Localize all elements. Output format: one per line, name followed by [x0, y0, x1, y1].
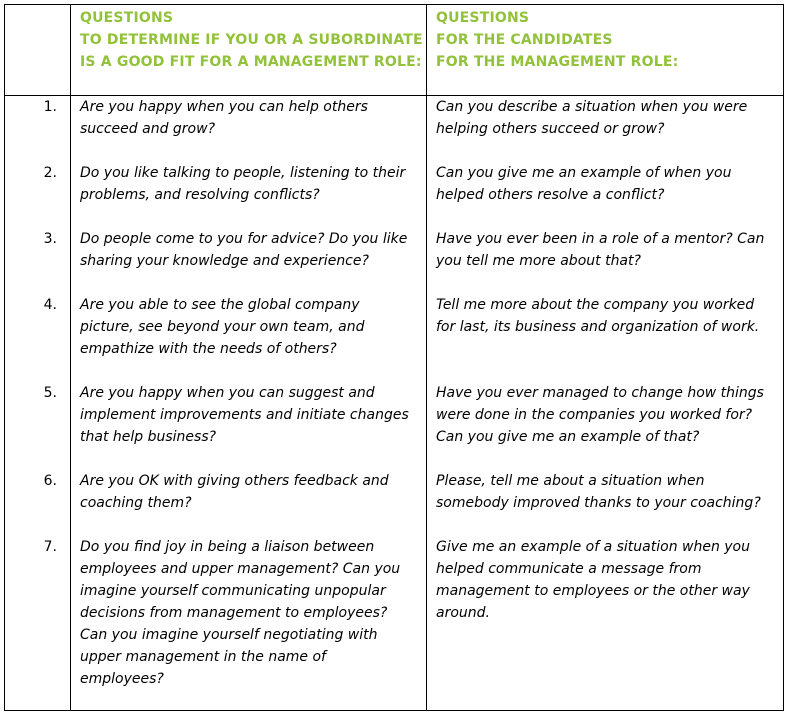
candidate-question-line: helping others succeed or grow?: [436, 121, 665, 137]
self-question-line: sharing your knowledge and experience?: [80, 253, 369, 269]
candidate-question-line: you tell me more about that?: [436, 253, 641, 269]
header-self-line: QUESTIONS: [80, 10, 174, 26]
self-question: [71, 470, 426, 536]
candidate-question: [427, 536, 783, 690]
question-number: 2.: [43, 165, 57, 181]
candidate-question-line: Can you give me an example of when you: [436, 165, 732, 181]
candidate-question-line: Give me an example of a situation when you: [436, 539, 750, 555]
self-question-line: implement improvements and initiate changes: [80, 407, 409, 423]
header-number-cell: [5, 5, 71, 96]
self-question-line: problems, and resolving conflicts?: [80, 187, 320, 203]
header-candidates-cell: [427, 5, 784, 96]
candidate-question-line: Have you ever managed to change how things: [436, 385, 764, 401]
self-question: [71, 228, 426, 294]
self-question-line: empathize with the needs of others?: [80, 341, 337, 357]
candidate-question: [427, 162, 783, 228]
self-question-line: Are you happy when you can help others: [80, 99, 368, 115]
header-self-line: IS A GOOD FIT FOR A MANAGEMENT ROLE:: [80, 54, 422, 70]
candidate-question-line: for last, its business and organization of work.: [436, 319, 760, 335]
self-question: [71, 536, 426, 690]
candidate-question: [427, 96, 783, 162]
self-question: [71, 96, 426, 162]
self-question-line: employees?: [80, 671, 164, 687]
self-question-line: Are you OK with giving others feedback and: [80, 473, 389, 489]
question-number: 6.: [43, 473, 57, 489]
header-self-line: TO DETERMINE IF YOU OR A SUBORDINATE: [80, 32, 423, 48]
header-candidates-line: FOR THE MANAGEMENT ROLE:: [436, 54, 679, 70]
self-question-line: employees and upper management? Can you: [80, 561, 401, 577]
candidate-question-line: Tell me more about the company you worked: [436, 297, 755, 313]
candidate-question-line: around.: [436, 605, 490, 621]
questions-table: [4, 4, 784, 711]
question-number: 3.: [43, 231, 57, 247]
candidate-question-line: Can you describe a situation when you were: [436, 99, 748, 115]
self-question: [71, 294, 426, 382]
self-question-line: imagine yourself communicating unpopular: [80, 583, 386, 599]
candidate-question: [427, 228, 783, 294]
header-self-cell: [71, 5, 427, 96]
candidate-question-line: helped communicate a message from: [436, 561, 702, 577]
header-candidates-line: QUESTIONS: [436, 10, 530, 26]
candidate-question-line: helped others resolve a conflict?: [436, 187, 665, 203]
self-question-line: coaching them?: [80, 495, 192, 511]
question-number: 4.: [43, 297, 57, 313]
self-question-line: Can you imagine yourself negotiating with: [80, 627, 378, 643]
self-question-line: Do you find joy in being a liaison between: [80, 539, 375, 555]
candidate-question-line: somebody improved thanks to your coaching?: [436, 495, 761, 511]
candidate-questions-column: [427, 96, 784, 711]
self-question-line: succeed and grow?: [80, 121, 216, 137]
question-number: 7.: [43, 539, 57, 555]
self-question-line: that help business?: [80, 429, 217, 445]
numbers-column: [5, 96, 71, 711]
self-questions-column: [71, 96, 427, 711]
self-question-line: Do people come to you for advice? Do you like: [80, 231, 408, 247]
question-number: 5.: [43, 385, 57, 401]
candidate-question: [427, 382, 783, 470]
header-candidates-line: FOR THE CANDIDATES: [436, 32, 613, 48]
self-question-line: picture, see beyond your own team, and: [80, 319, 365, 335]
self-question-line: upper management in the name of: [80, 649, 326, 665]
candidate-question-line: Can you give me an example of that?: [436, 429, 700, 445]
candidate-question: [427, 470, 783, 536]
self-question-line: Are you happy when you can suggest and: [80, 385, 375, 401]
self-question-line: Are you able to see the global company: [80, 297, 360, 313]
question-number: 1.: [43, 99, 57, 115]
self-question: [71, 382, 426, 470]
self-question: [71, 162, 426, 228]
header-candidates-title: [427, 5, 783, 73]
header-row: [5, 5, 784, 96]
header-self-title: [71, 5, 426, 73]
self-question-line: decisions from management to employees?: [80, 605, 388, 621]
candidate-question-line: were done in the companies you worked for?: [436, 407, 753, 423]
candidate-question-line: management to employees or the other way: [436, 583, 750, 599]
candidate-question-line: Please, tell me about a situation when: [436, 473, 705, 489]
candidate-question: [427, 294, 783, 382]
body-row: [5, 96, 784, 711]
candidate-question-line: Have you ever been in a role of a mentor? Can: [436, 231, 765, 247]
self-question-line: Do you like talking to people, listening to their: [80, 165, 406, 181]
